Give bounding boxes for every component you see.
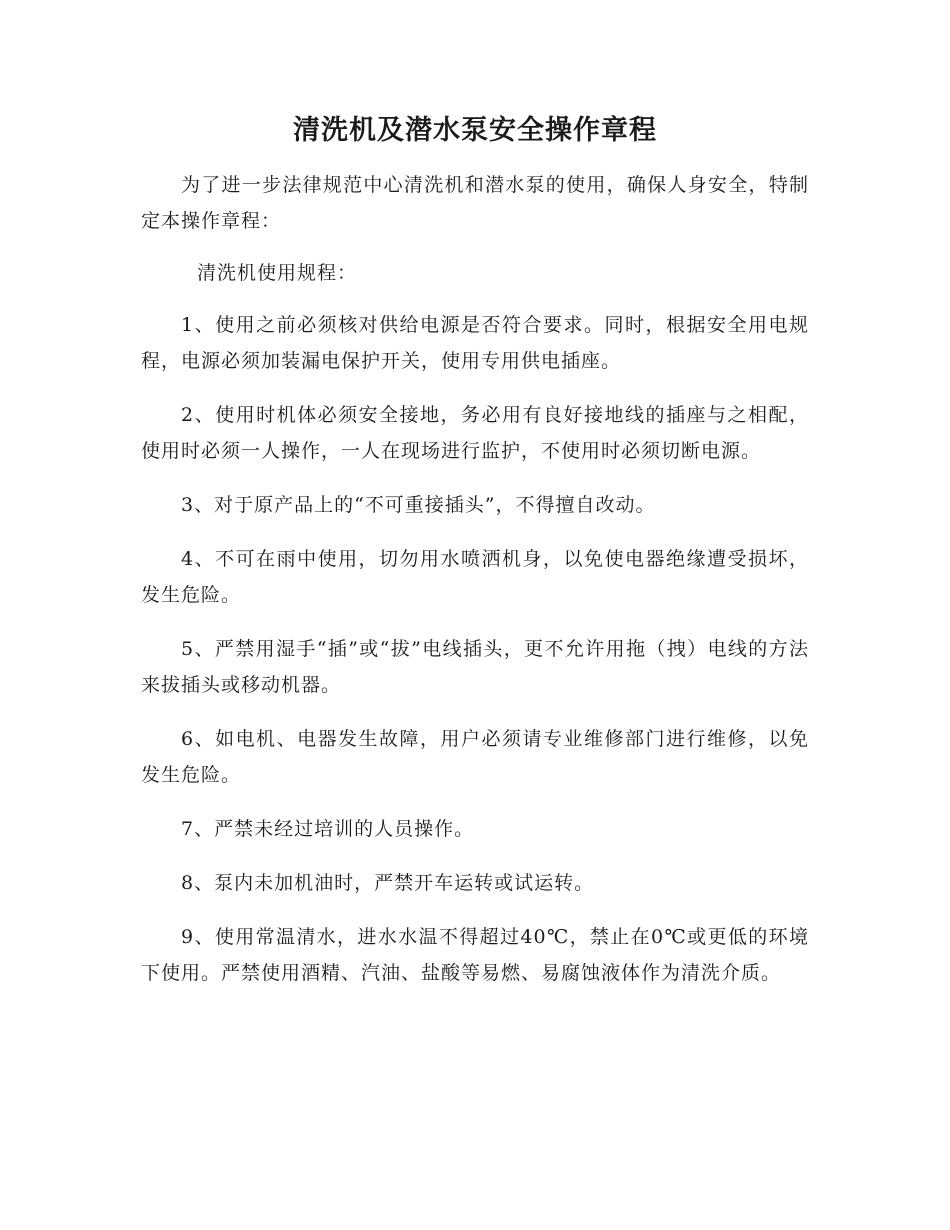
intro-paragraph: 为了进一步法律规范中心清洗机和潜水泵的使用，确保人身安全，特制定本操作章程： [141, 174, 809, 232]
rule-item-9: 9、使用常温清水，进水水温不得超过40℃，禁止在0℃或更低的环境下使用。严禁使用酒精、汽油、盐酸等易燃、易腐蚀液体作为清洗介质。 [141, 926, 809, 984]
rule-item-5: 5、严禁用湿手“插”或“拔”电线插头，更不允许用拖（拽）电线的方法来拔插头或移动机器。 [141, 638, 809, 696]
rule-item-2: 2、使用时机体必须安全接地，务必用有良好接地线的插座与之相配，使用时必须一人操作，一人在现场进行监护，不使用时必须切断电源。 [141, 404, 809, 462]
section-heading: 清洗机使用规程： [197, 262, 358, 284]
rule-item-6: 6、如电机、电器发生故障，用户必须请专业维修部门进行维修，以免发生危险。 [141, 728, 809, 786]
document-body [141, 167, 809, 1009]
rule-item-4: 4、不可在雨中使用，切勿用水喷洒机身，以免使电器绝缘遭受损坏，发生危险。 [141, 548, 809, 606]
rule-item-7: 7、严禁未经过培训的人员操作。 [181, 818, 475, 840]
rule-item-3: 3、对于原产品上的“不可重接插头”，不得擅自改动。 [181, 494, 656, 516]
document-title: 清洗机及潜水泵安全操作章程 [293, 115, 657, 146]
rule-item-1: 1、使用之前必须核对供给电源是否符合要求。同时，根据安全用电规程，电源必须加装漏电保护开关，使用专用供电插座。 [141, 314, 809, 372]
rule-item-8: 8、泵内未加机油时，严禁开车运转或试运转。 [181, 872, 595, 894]
